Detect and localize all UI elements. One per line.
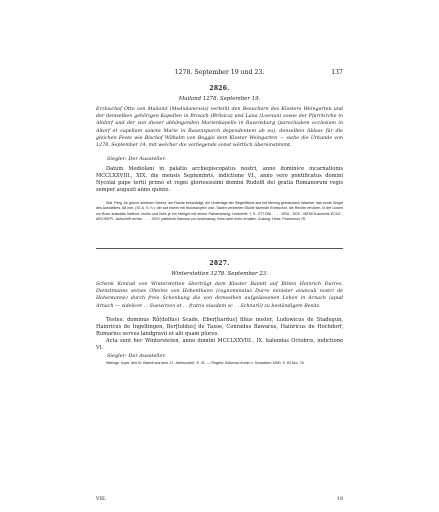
witness-list: Testes: dominus Rů(dolfus) Scade, Eber[hardus] filius noster, Ludowicus de Stadegun, Hainricus de Ingeltingen, Ber[toldus] de Taxoe, Conradus Bawarus, Hainricus de Hochdorf, Rumarius servus landgravii et alii quam plures. [96, 317, 343, 337]
sheet-number: 18 [337, 497, 343, 502]
archival-note: Weiloge. Kopb. des Kl. Baindt aus dem 17. Jahrhundert, S. 91. — Regest: Dölsman-Archiv v. Schwaben 1890, S. 83 Nro. 76. [106, 361, 305, 365]
place-date: Winterstetten 1278. September 23. [171, 271, 268, 277]
header-title: 1278. September 19 und 23. [174, 69, 265, 76]
page-number: 137 [331, 69, 343, 76]
document-text: Datum Mediolani in palatio archiepiscopatus nostri, anno dominice incarnationis MCCLXXVIII., XIX. die mensis Septembris, indictione VI., anno vero pontificatus domini Nycolai pape tertii primo et regni gloriosissimi domini Rudolfi dei gratia Romanorum regis semper augusti anno quinto. [96, 166, 343, 193]
running-header [96, 69, 343, 79]
sealer-line: Siegler: Der Aussteller. [107, 353, 166, 359]
regest-summary: Erzbischof Otto von Mailand (Mediolanensis) verleiht den Besuchern des Klosters Weingarten und der demselben gehörigen Kapellen in Brisach (Brilsica) und Lana (Loenun) sowie der Pfarrkirche in Altdorf und der von dieser abhängenden Marienkapelle in Ravensburg (parochialem ecclesiam in Altorf et capellam sancte Marie in Ravenspurch dependentem ab ea), denselben Ablass für die gleichen Feste wie Bischof Wilhelm von Beggio dem Kloster Weingarten — siehe die Urkunde von 1278, September 14, mit welcher die vorliegende sonst wörtlich übereinstimmt. [96, 107, 343, 149]
sealer-line: Siegler: Der Aussteller. [107, 156, 166, 162]
regest-summary: Schenk Konrad von Winterstetten überträgt dem Kloster Baindt auf Bitten Heinrich Durres, Dienstmanns seines Oheims von Hohenthann (cognominatus Durre minister avunculi nostri de Hohentanne) durch freie Schenkung die von demselben aufgelassenen Lehen in Arnach (apud Arnach — videlicet . . Suewirzen et . . fratris eiusdem sc . . Schnarii) zu beständigem Besitz. [96, 282, 343, 309]
signature-mark: VIII. [96, 497, 107, 502]
archival-note: Stal. Perg. An grüner seidener Schnur, am Rande beschädigt, die Umterlage der Siegelfläche aus mit Mennig gemischtem Wachse, das runde Siegel des Ausstellers, 68 mm, (St. A. S. h.): der auf einem mit Hundsköpfen und -Tatzen verzierten Stuhle sitzende Erzbischof, die Rechte erhoben, in der Linken ein Buch auswärts haltend, rechts und links je ein Heiliger mit einem Palmenzweig; Umschrift: † S. OTTONI . . . . GRA . SCE . MEDIOLanensis ECCE . ARCHIEPI . Aufschrift rechts: . . . . SIVS (vielleicht Sanctus von Ambrosius), links nicht mehr erhalten. Auszug: Hess, Prodromus 78. [96, 201, 343, 221]
act-line: Acta sunt hec Wintersteten, anno domini MCCLXXVIII., IX. kalendas Octobris, indictione VI. [96, 338, 343, 351]
document-number: 2827. [209, 260, 230, 267]
document-number: 2826. [209, 85, 230, 92]
section-divider [96, 248, 343, 249]
place-date: Mailand 1278. September 19. [178, 96, 261, 102]
